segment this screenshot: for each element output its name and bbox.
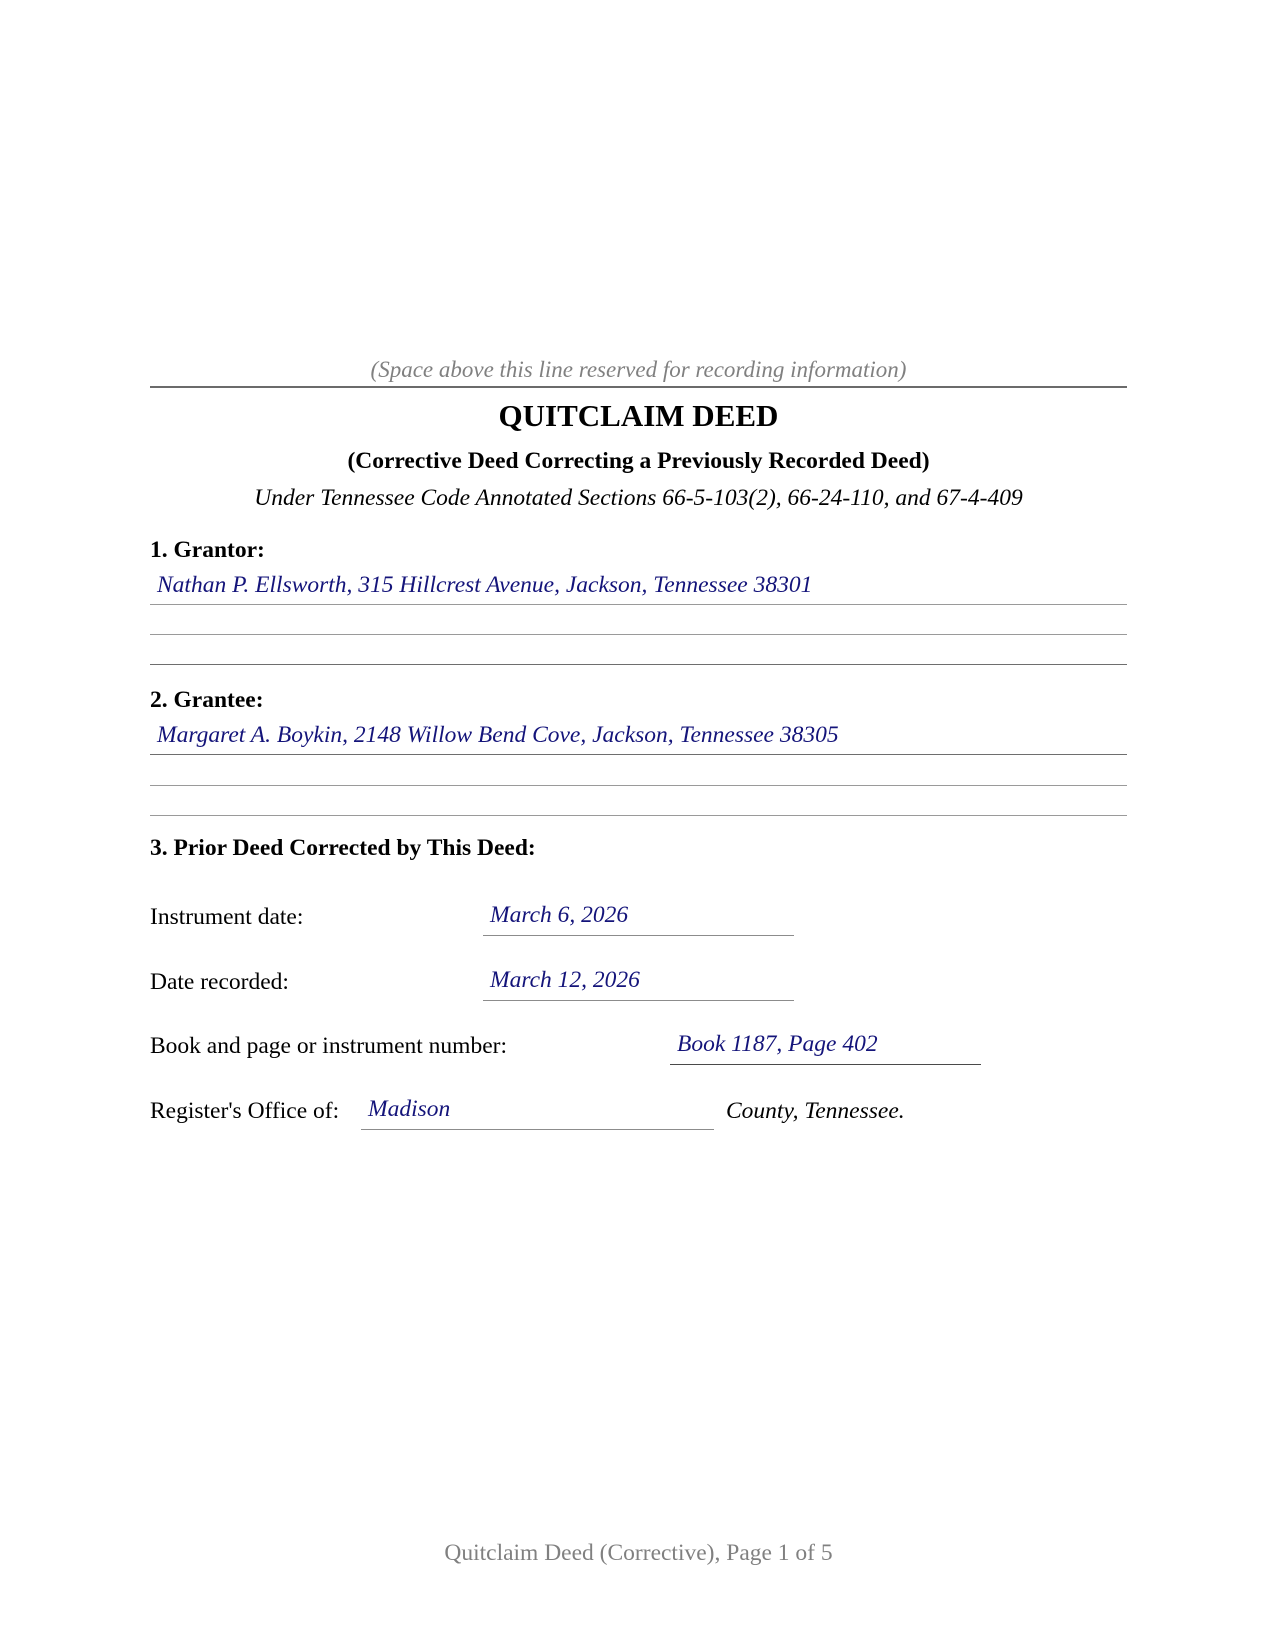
- recording-divider: [150, 386, 1127, 388]
- instrument-date-field[interactable]: March 6, 2026: [483, 900, 794, 936]
- grantor-line-3[interactable]: [150, 664, 1127, 665]
- grantee-line-2[interactable]: [150, 785, 1127, 786]
- book-page-label: Book and page or instrument number:: [150, 1033, 507, 1059]
- register-county-field[interactable]: Madison: [361, 1094, 714, 1130]
- prior-deed-heading: 3. Prior Deed Corrected by This Deed:: [150, 835, 536, 861]
- document-title: QUITCLAIM DEED: [498, 398, 779, 433]
- grantee-line-3[interactable]: [150, 815, 1127, 816]
- grantee-field[interactable]: Margaret A. Boykin, 2148 Willow Bend Cove, Jackson, Tennessee 38305: [157, 722, 839, 748]
- date-recorded-label: Date recorded:: [150, 969, 289, 995]
- grantor-line-2[interactable]: [150, 634, 1127, 635]
- register-office-label: Register's Office of:: [150, 1098, 340, 1124]
- grantor-heading: 1. Grantor:: [150, 537, 265, 563]
- date-recorded-field[interactable]: March 12, 2026: [483, 965, 794, 1001]
- recording-reserved-note: (Space above this line reserved for recording information): [370, 357, 907, 382]
- county-suffix: County, Tennessee.: [726, 1098, 905, 1124]
- document-subtitle: (Corrective Deed Correcting a Previously Recorded Deed): [347, 448, 930, 474]
- statute-reference: Under Tennessee Code Annotated Sections 66-5-103(2), 66-24-110, and 67-4-409: [254, 485, 1023, 511]
- page-footer: Quitclaim Deed (Corrective), Page 1 of 5: [444, 1540, 833, 1566]
- grantor-line-1: [150, 604, 1127, 605]
- grantor-field[interactable]: Nathan P. Ellsworth, 315 Hillcrest Avenue, Jackson, Tennessee 38301: [157, 572, 813, 598]
- book-page-field[interactable]: Book 1187, Page 402: [670, 1029, 981, 1065]
- instrument-date-label: Instrument date:: [150, 904, 304, 930]
- grantee-line-1: [150, 754, 1127, 755]
- grantee-heading: 2. Grantee:: [150, 687, 264, 713]
